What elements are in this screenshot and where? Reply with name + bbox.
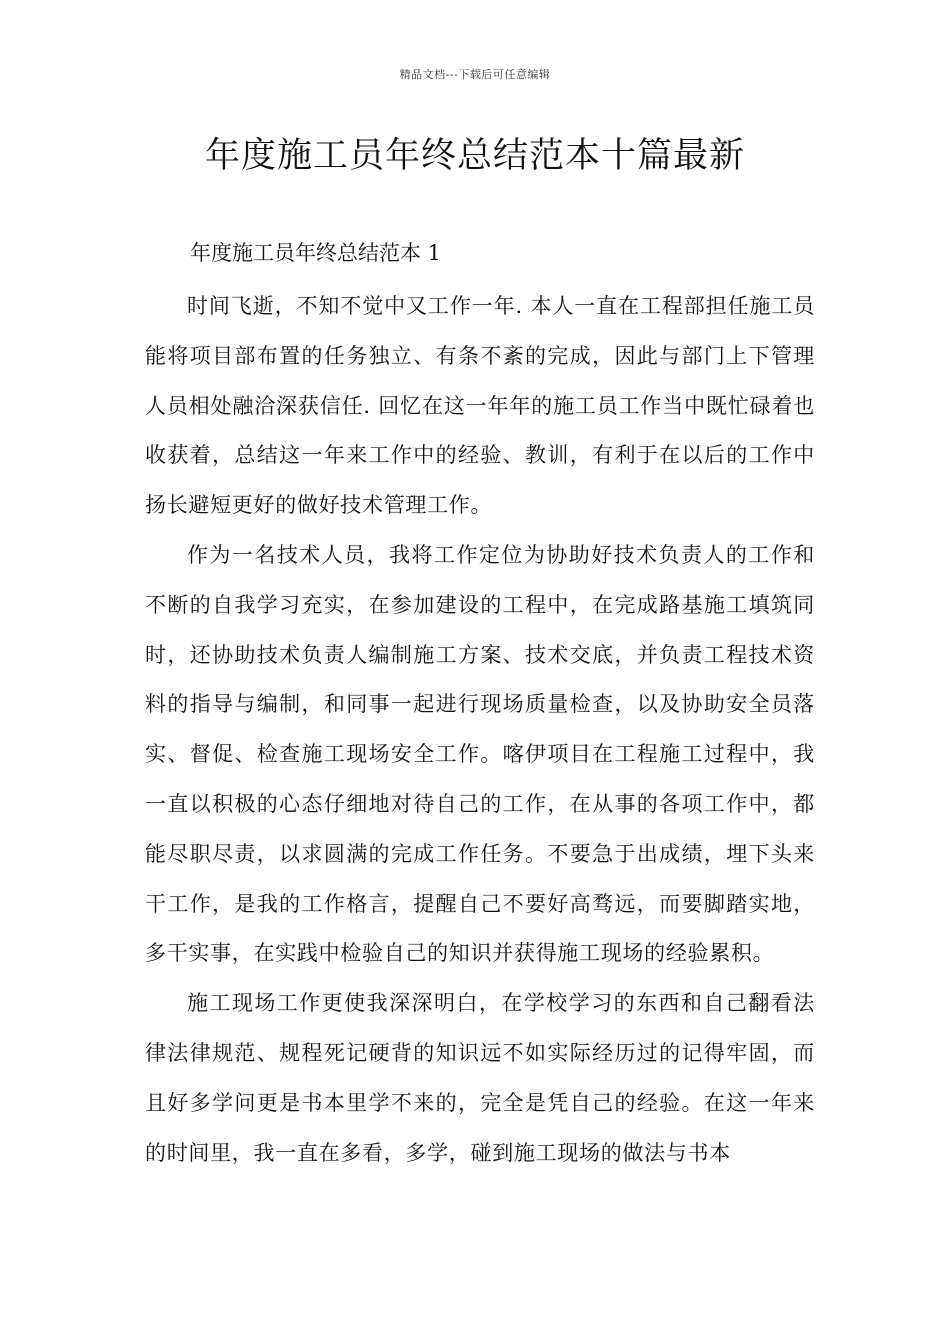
section-heading: 年度施工员年终总结范本 1 <box>190 241 442 265</box>
header-note: 精品文档---下载后可任意编辑 <box>399 68 551 81</box>
paragraph-2: 作为一名技术人员，我将工作定位为协助好技术负责人的工作和不断的自我学习充实，在参加建设的工程中，在完成路基施工填筑同时，还协助技术负责人编制施工方案、技术交底，并负责工程技术资料的指导与编制，和同事一起进行现场质量检查，以及协助安全员落实、督促、检查施工现场安全工作。喀伊项目在工程施工过程中，我一直以积极的心态仔细地对待自己的工作，在从事的各项工作中，都能尽职尽责，以求圆满的完成工作任务。不要急于出成绩，埋下头来干工作，是我的工作格言，提醒自己不要好高骛远，而要脚踏实地，多干实事，在实践中检验自己的知识并获得施工现场的经验累积。 <box>145 542 815 966</box>
document-body <box>145 282 815 1178</box>
paragraph-3: 施工现场工作更使我深深明白，在学校学习的东西和自己翻看法律法律规范、规程死记硬背的知识远不如实际经历过的记得牢固，而且好多学问更是书本里学不来的，完全是凭自己的经验。在这一年来的时间里，我一直在多看，多学，碰到施工现场的做法与书本 <box>145 991 815 1165</box>
document-title: 年度施工员年终总结范本十篇最新 <box>204 136 745 176</box>
paragraph-1: 时间飞逝，不知不觉中又工作一年. 本人一直在工程部担任施工员能将项目部布置的任务独立、有条不紊的完成，因此与部门上下管理人员相处融洽深获信任. 回忆在这一年年的施工员工作当中既忙碌着也收获着，总结这一年来工作中的经验、教训，有利于在以后的工作中扬长避短更好的做好技术管理工作。 <box>145 294 815 518</box>
